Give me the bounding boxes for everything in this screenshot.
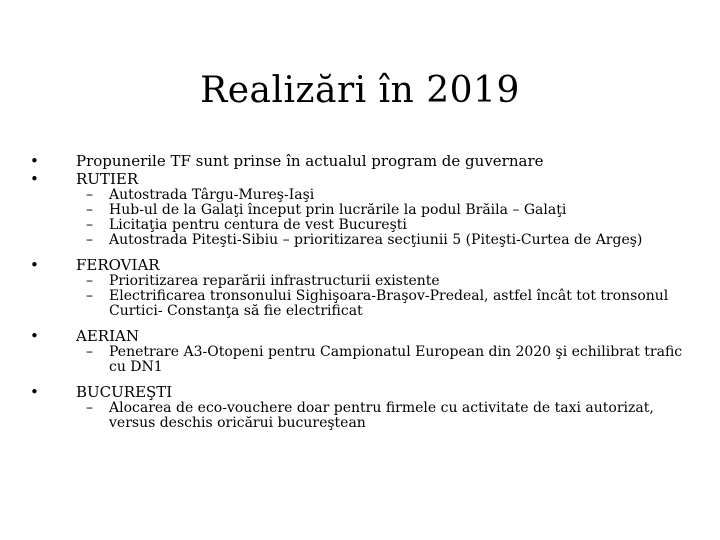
sub-item-text: Penetrare A3-Otopeni pentru Campionatul European din 2020 şi echilibrat trafic cu DN1 bbox=[109, 344, 683, 375]
sub-item bbox=[30, 345, 690, 375]
sub-item-text: Autostrada Târgu-Mureş-Iaşi bbox=[109, 187, 315, 203]
dash-glyph: – bbox=[86, 217, 93, 233]
slide-title: Realizări în 2019 bbox=[200, 70, 520, 111]
dash-glyph: – bbox=[86, 232, 93, 248]
dash-glyph: – bbox=[86, 202, 93, 218]
sub-item-text: Prioritizarea reparării infrastructurii existente bbox=[109, 273, 440, 289]
sub-item-text: Licitaţia pentru centura de vest Bucureşti bbox=[109, 217, 407, 233]
bullet-glyph: • bbox=[30, 327, 39, 345]
bullet-glyph: • bbox=[30, 170, 39, 188]
bullet-text: AERIAN bbox=[76, 327, 139, 345]
dash-glyph: – bbox=[86, 400, 93, 416]
bullet-glyph: • bbox=[30, 256, 39, 274]
sub-item bbox=[30, 401, 690, 431]
bullet-text: Propunerile TF sunt prinse în actualul program de guvernare bbox=[76, 152, 544, 170]
bullet-item bbox=[30, 327, 690, 345]
dash-glyph: – bbox=[86, 187, 93, 203]
sub-item bbox=[30, 218, 690, 233]
bullet-text: FEROVIAR bbox=[76, 256, 160, 274]
sub-item-text: Alocarea de eco-vouchere doar pentru firmele cu activitate de taxi autorizat, versus deschis oricărui bucureştean bbox=[109, 400, 654, 431]
sub-item-text: Hub-ul de la Galaţi început prin lucrările la podul Brăila – Galaţi bbox=[109, 202, 567, 218]
bullet-text: BUCUREŞTI bbox=[76, 383, 173, 401]
sub-item bbox=[30, 188, 690, 203]
sub-item bbox=[30, 274, 690, 289]
bullet-item bbox=[30, 152, 690, 170]
sub-item bbox=[30, 233, 690, 248]
sub-item bbox=[30, 289, 690, 319]
dash-glyph: – bbox=[86, 344, 93, 360]
dash-glyph: – bbox=[86, 273, 93, 289]
bullet-text: RUTIER bbox=[76, 170, 139, 188]
dash-glyph: – bbox=[86, 288, 93, 304]
sub-item-text: Autostrada Piteşti-Sibiu – prioritizarea secţiunii 5 (Piteşti-Curtea de Argeş) bbox=[109, 232, 643, 248]
bullet-item bbox=[30, 170, 690, 188]
sub-item bbox=[30, 203, 690, 218]
bullet-item bbox=[30, 383, 690, 401]
sub-item-text: Electrificarea tronsonului Sighişoara-Braşov-Predeal, astfel încât tot tronsonul Curtici- Constanţa să fie electrificat bbox=[109, 288, 669, 319]
bullet-item bbox=[30, 256, 690, 274]
slide-content bbox=[30, 152, 690, 431]
bullet-glyph: • bbox=[30, 383, 39, 401]
bullet-glyph: • bbox=[30, 152, 39, 170]
